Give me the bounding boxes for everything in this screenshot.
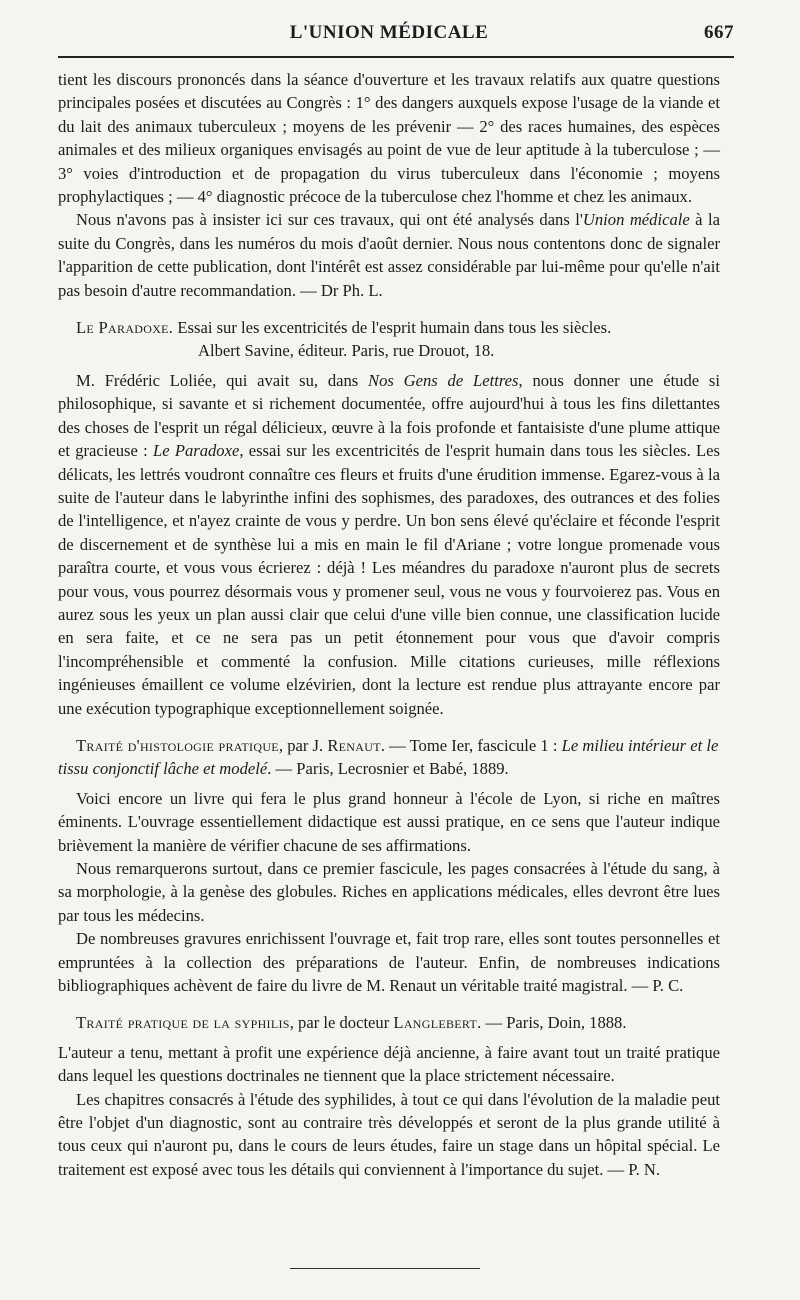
review-2-paragraph-2: Nous remarquerons surtout, dans ce premier fascicule, les pages consacrées à l'étude du sang, à sa morphologie, à la genèse des globules. Riches en applications médicales, elles devront être lues par tous les médecins. bbox=[58, 859, 720, 925]
review-2-body bbox=[58, 787, 720, 998]
review-1-heading bbox=[58, 316, 720, 363]
review-1-subtitle: Essai sur les excentricités de l'esprit humain dans tous les siècles. bbox=[173, 318, 612, 338]
page-number: 667 bbox=[704, 22, 734, 43]
review-3-publisher: . — Paris, Doin, 1888. bbox=[477, 1013, 627, 1033]
journal-title: L'UNION MÉDICALE bbox=[289, 22, 489, 43]
footer-rule bbox=[290, 1268, 480, 1269]
intro-text-a: Nous n'avons pas à insister ici sur ces travaux, qui ont été analysés dans l' bbox=[76, 210, 583, 230]
review-2-tome: . — Tome Ier, fascicule 1 : bbox=[380, 735, 562, 755]
review-1-text-a: M. Frédéric Loliée, qui avait su, dans bbox=[76, 370, 369, 390]
review-1-body bbox=[58, 369, 720, 720]
review-3-author: Langlebert bbox=[393, 1013, 478, 1033]
intro-text-b: à la suite du Congrès, dans les numéros du mois d'août dernier. Nous nous contentons donc de signaler l'apparition de cette publication, dont l'intérêt est assez considérable par lui-même pour qu'elle n'ait pas besoin d'autre recommandation. — Dr Ph. L. bbox=[58, 210, 720, 300]
review-1-publisher: Albert Savine, éditeur. Paris, rue Drouot, 18. bbox=[198, 341, 495, 361]
review-2-title: Traité d'histologie pratique bbox=[76, 735, 279, 755]
review-3-heading bbox=[58, 1011, 720, 1034]
review-1-paragraph bbox=[58, 369, 720, 720]
review-2-author: Renaut bbox=[327, 735, 381, 755]
intro-paragraph-2 bbox=[58, 208, 720, 302]
intro-paragraph-1: tient les discours prononcés dans la séance d'ouverture et les travaux relatifs aux quatre questions principales posées et discutées au Congrès : 1° des dangers auxquels expose l'usage de la viande et du lait des animaux tuberculeux ; moyens de les prévenir — 2° des races humaines, des espèces animales et des milieux organiques envisagés au point de vue de leur aptitude à la tuberculose ; — 3° voies d'introduction et de propagation du virus tuberculeux dans l'économie ; moyens prophylactiques ; — 4° diagnostic précoce de la tuberculose chez l'homme et chez les animaux. bbox=[58, 70, 720, 207]
review-3-paragraph-2: Les chapitres consacrés à l'étude des syphilides, à tout ce qui dans l'évolution de la maladie peut être l'objet d'un diagnostic, sont au contraire très développés et seront de la plus grande utilité à tous ceux qui n'auront pu, dans le cours de leurs études, faire un stage dans un hôpital spécial. Le traitement est exposé avec tous les détails qui conviennent à l'importance du sujet. — P. N. bbox=[58, 1089, 720, 1179]
review-2-by: , par J. bbox=[278, 735, 328, 755]
running-header bbox=[58, 22, 734, 50]
review-3-by: , par le docteur bbox=[289, 1013, 394, 1033]
review-2-paragraph-3: De nombreuses gravures enrichissent l'ouvrage et, fait trop rare, elles sont toutes personnelles et empruntées à la collection des préparations de l'auteur. Enfin, de nombreuses indications bibliographiques achèvent de faire du livre de M. Renaut un véritable traité magistral. — P. C. bbox=[58, 929, 720, 996]
review-1-text-c: , essai sur les excentricités de l'esprit humain dans tous les siècles. Les délicats, les lettrés voudront connaître ces fleurs et fruits d'une érudition immense. Egarez-vous à la suite de l'auteur dans le labyrinthe infini des sophismes, des paradoxes, des outrances et des folies de l'intelligence, et n'ayez crainte de vous y perdre. Un bon sens élevé qu'éclaire et féconde l'esprit de discernement et de synthèse lui a mis en main le fil d'Ariane ; votre longue promenade vous paraîtra courte, et vous vous écrierez : déjà ! Les méandres du paradoxe n'auront plus de secrets pour vous, vous pourrez désormais vous y promener seul, vous ne vous y fourvoierez pas. Vous en aurez sous les yeux un plan aussi clair que celui d'une ville bien connue, une classification lucide en sera faite, et ce ne sera pas un petit étonnement pour vous que d'avoir compris l'incompréhensible et commenté la confusion. Mille citations curieuses, mille réflexions ingénieuses émaillent ce volume elzévirien, dont la lecture est rendue plus attrayante encore par une exécution typographique exceptionnellement soignée. bbox=[58, 441, 720, 718]
review-2-heading bbox=[58, 734, 720, 781]
book-title-italic: Le Paradoxe bbox=[152, 441, 240, 461]
review-2-paragraph-1: Voici encore un livre qui fera le plus grand honneur à l'école de Lyon, si riche en maîtres éminents. L'ouvrage essentiellement didactique est aussi pratique, en ce sens que l'auteur indique brièvement la manière de vérifier chacune de ses affirmations. bbox=[58, 788, 720, 855]
review-3-paragraph-1: L'auteur a tenu, mettant à profit une expérience déjà ancienne, à faire avant tout un traité pratique dans lequel les questions doctrinales ne tiennent que la place strictement nécessaire. bbox=[58, 1042, 720, 1086]
review-1-text-b: , nous donner une étude si philosophique, si savante et si richement documentée, offre aujourd'hui à tous les fins dilettantes des choses de l'esprit un régal délicieux, œuvre à la fois profonde et fantaisiste d'une plume attique et gracieuse : bbox=[58, 370, 721, 461]
header-rule bbox=[58, 56, 734, 58]
book-title-italic: Nos Gens de Lettres bbox=[368, 370, 519, 390]
review-2-italic-title: Le milieu intérieur et le tissu conjonctif lâche et modelé bbox=[58, 735, 719, 779]
review-1-title: Le Paradoxe. bbox=[76, 318, 174, 338]
review-2-publisher: . — Paris, Lecrosnier et Babé, 1889. bbox=[267, 759, 509, 779]
journal-name: Union médicale bbox=[582, 210, 690, 230]
review-3-body bbox=[58, 1041, 720, 1181]
intro-section bbox=[58, 68, 720, 302]
review-3-title: Traité pratique de la syphilis bbox=[76, 1013, 290, 1033]
